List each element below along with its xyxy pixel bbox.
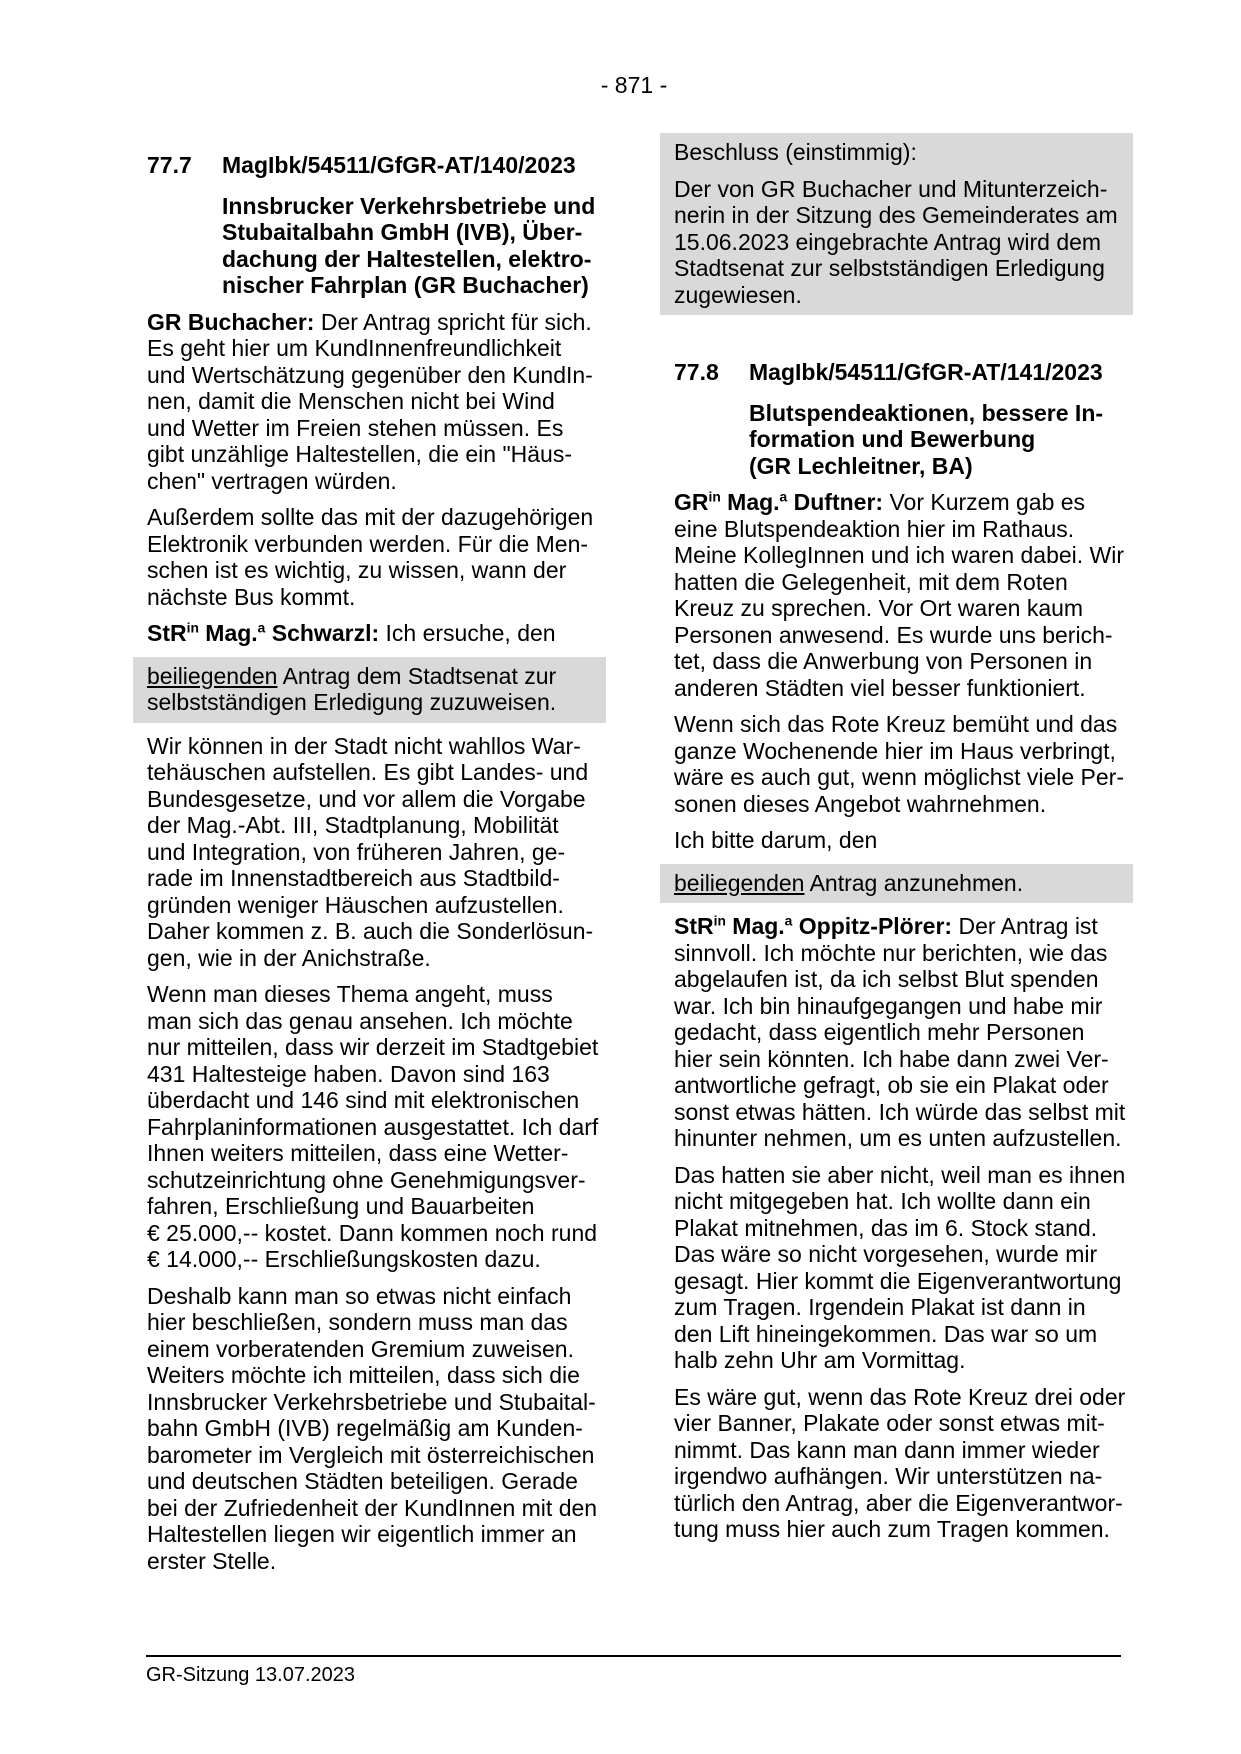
text-line: rade im Innenstadtbereich aus Stadtbild- [147, 865, 560, 891]
speech-paragraph [147, 620, 592, 647]
text-line: hatten die Gelegenheit, mit dem Roten [674, 568, 1068, 595]
text-line: halb zehn Uhr am Vormittag. [674, 1347, 966, 1373]
superscript-text: a [784, 913, 793, 929]
text-line: gibt unzählige Haltestellen, die ein "Häus- [147, 441, 572, 467]
superscript-text: a [257, 620, 266, 636]
agenda-item-title [749, 400, 1119, 480]
text-run: Antrag anzunehmen. [804, 869, 1024, 896]
text-line: chen" vertragen würden. [147, 467, 397, 494]
text-line: Stadtsenat zur selbstständigen Erledigung [674, 255, 1105, 281]
highlighted-motion-text [133, 657, 606, 723]
text-run: Duftner: [787, 489, 884, 515]
text-line: fahren, Erschließung und Bauarbeiten [147, 1193, 535, 1219]
agenda-item-code: MagIbk/54511/GfGR-AT/141/2023 [749, 359, 1103, 385]
text-run: StR [674, 913, 714, 939]
text-line: eine Blutspendeaktion hier im Rathaus. [674, 515, 1075, 542]
superscript-text: in [708, 489, 721, 505]
superscript-text: in [186, 620, 199, 636]
speech-paragraph [674, 913, 1126, 1152]
text-line: Meine KollegInnen und ich waren dabei. Wir [674, 542, 1125, 568]
speech-paragraph [674, 827, 1119, 854]
text-run: Der Antrag ist [952, 913, 1098, 939]
agenda-item-heading [674, 359, 1119, 479]
text-line: 15.06.2023 eingebrachte Antrag wird dem [674, 228, 1102, 255]
text-line: wäre es auch gut, wenn möglichst viele Per- [674, 764, 1124, 790]
text-line [674, 913, 1119, 940]
text-line: Innsbrucker Verkehrsbetriebe und [222, 192, 596, 219]
text-line: und Wetter im Freien stehen müssen. Es [147, 414, 564, 441]
text-line: den Lift hineingekommen. Das war so um [674, 1320, 1098, 1347]
text-line: und deutschen Städten beteiligen. Gerade [147, 1468, 578, 1494]
text-line: (GR Lechleitner, BA) [749, 452, 973, 479]
text-line: gründen weniger Häuschen aufzustellen. [147, 891, 564, 918]
text-line [147, 663, 592, 690]
superscript-text: a [779, 489, 788, 505]
agenda-item-number: 77.7 [147, 152, 192, 178]
text-line: Innsbrucker Verkehrsbetriebe und Stubaital- [147, 1388, 596, 1415]
text-line: tet, dass die Anwerbung von Personen in [674, 648, 1093, 674]
text-line: erster Stelle. [147, 1547, 277, 1574]
text-line: 431 Haltesteige haben. Davon sind 163 [147, 1060, 550, 1087]
text-line: ganze Wochenende hier im Haus verbringt, [674, 737, 1116, 764]
text-run: Mag. [725, 913, 785, 939]
text-line: Blutspendeaktionen, bessere In- [749, 399, 1104, 426]
text-line: vier Banner, Plakate oder sonst etwas mit- [674, 1410, 1105, 1436]
text-line: Deshalb kann man so etwas nicht einfach [147, 1282, 572, 1309]
text-run: beiliegenden [674, 869, 805, 896]
text-line: tehäuschen aufstellen. Es gibt Landes- und [147, 759, 589, 785]
text-line: barometer im Vergleich mit österreichischen [147, 1441, 595, 1468]
text-line: gen, wie in der Anichstraße. [147, 944, 431, 971]
left-column [147, 133, 599, 1584]
text-line: überdacht und 146 sind mit elektronischen [147, 1087, 580, 1113]
text-line: war. Ich bin hinaufgegangen und habe mir [674, 992, 1103, 1019]
text-line: zum Tragen. Irgendein Plakat ist dann in [674, 1294, 1086, 1320]
text-run: Mag. [198, 620, 258, 646]
text-line: Der von GR Buchacher und Mitunterzeich- [674, 175, 1108, 202]
text-line: zugewiesen. [674, 281, 802, 308]
text-line: Außerdem sollte das mit der dazugehörigen [147, 504, 594, 530]
text-line: hier beschließen, sondern muss man das [147, 1309, 568, 1335]
text-run: GR Buchacher: [147, 308, 315, 335]
speech-paragraph [147, 1282, 598, 1575]
text-line: Beschluss (einstimmig): [674, 139, 917, 165]
page-number: - 871 - [600, 72, 668, 98]
text-line: Wenn sich das Rote Kreuz bemüht und das [674, 711, 1118, 737]
text-line [674, 870, 1119, 897]
right-column [674, 133, 1126, 1553]
text-line: schen ist es wichtig, zu wissen, wann der [147, 557, 567, 583]
text-line: man sich das genau ansehen. Ich möchte [147, 1007, 573, 1034]
text-line: Ihnen weiters mitteilen, dass eine Wetter- [147, 1140, 569, 1166]
text-line: und Wertschätzung gegenüber den KundIn- [147, 361, 593, 388]
text-run: Vor Kurzem gab es [883, 489, 1086, 515]
highlight-paragraph [674, 139, 1119, 166]
text-line: € 25.000,-- kostet. Dann kommen noch rund [147, 1219, 598, 1246]
text-run: Schwarzl: [265, 620, 380, 646]
text-line [147, 620, 592, 647]
text-line: nimmt. Das kann man dann immer wieder [674, 1436, 1100, 1463]
text-line: Elektronik verbunden werden. Für die Men- [147, 530, 589, 557]
highlighted-motion-text [660, 133, 1133, 315]
speech-paragraph [674, 1161, 1126, 1374]
page-footer [146, 1655, 1121, 1687]
text-line: sonen dieses Angebot wahrnehmen. [674, 790, 1047, 817]
text-line: selbstständigen Erledigung zuzuweisen. [147, 689, 557, 715]
text-line: tung muss hier auch zum Tragen kommen. [674, 1516, 1110, 1542]
text-line: Es geht hier um KundInnenfreundlichkeit [147, 335, 562, 361]
text-line: abgelaufen ist, da ich selbst Blut spenden [674, 966, 1099, 992]
text-line: formation und Bewerbung [749, 426, 1036, 452]
text-line: bei der Zufriedenheit der KundInnen mit den [147, 1494, 598, 1521]
text-run: Der Antrag spricht für sich. [314, 308, 592, 335]
text-line: türlich den Antrag, aber die Eigenverantwor- [674, 1489, 1123, 1516]
text-line: gesagt. Hier kommt die Eigenverantwortung [674, 1267, 1122, 1294]
text-line: nur mitteilen, dass wir derzeit im Stadtgebiet [147, 1034, 599, 1060]
text-line: anderen Städten viel besser funktioniert. [674, 674, 1086, 701]
highlight-paragraph [147, 663, 592, 716]
text-line: bahn GmbH (IVB) regelmäßig am Kunden- [147, 1415, 583, 1441]
text-line: sonst etwas hätten. Ich würde das selbst mit [674, 1098, 1126, 1125]
agenda-item-number: 77.8 [674, 359, 719, 385]
two-column-layout [147, 133, 1126, 1584]
text-line: Fahrplaninformationen ausgestattet. Ich darf [147, 1113, 599, 1140]
text-line: und Integration, von früheren Jahren, ge- [147, 838, 566, 865]
text-line: gedacht, dass eigentlich mehr Personen [674, 1019, 1085, 1045]
text-line: Weiters möchte ich mitteilen, dass sich die [147, 1362, 580, 1388]
text-line: Kreuz zu sprechen. Vor Ort waren kaum [674, 595, 1084, 621]
text-line: nen, damit die Menschen nicht bei Wind [147, 388, 555, 414]
text-line: Haltestellen liegen wir eigentlich immer an [147, 1521, 577, 1547]
text-line: nischer Fahrplan (GR Buchacher) [222, 272, 589, 298]
text-run: StR [147, 620, 187, 646]
speech-paragraph [147, 309, 592, 495]
text-line: € 14.000,-- Erschließungskosten dazu. [147, 1246, 541, 1272]
text-line: sinnvoll. Ich möchte nur berichten, wie das [674, 939, 1108, 966]
text-run: Ich ersuche, den [379, 620, 556, 646]
speech-paragraph [147, 504, 592, 610]
agenda-item-title [222, 192, 596, 299]
text-line: hinunter nehmen, um es unten aufzustellen. [674, 1125, 1122, 1151]
highlighted-motion-text [660, 864, 1133, 904]
text-line: nächste Bus kommt. [147, 583, 356, 610]
text-line: schutzeinrichtung ohne Genehmigungsver- [147, 1166, 586, 1193]
speech-paragraph [674, 711, 1124, 817]
text-line [674, 489, 1119, 516]
text-line: Stubaitalbahn GmbH (IVB), Über- [222, 219, 583, 245]
footer-session-label: GR-Sitzung 13.07.2023 [146, 1664, 356, 1686]
text-line: hier sein könnten. Ich habe dann zwei Ver- [674, 1045, 1109, 1072]
text-line: der Mag.-Abt. III, Stadtplanung, Mobilität [147, 812, 559, 838]
highlight-paragraph [674, 870, 1119, 897]
text-run: GR [674, 489, 709, 515]
text-run: beiliegenden [147, 662, 278, 689]
text-line: Plakat mitnehmen, das im 6. Stock stand. [674, 1214, 1098, 1241]
text-line: nerin in der Sitzung des Gemeinderates am [674, 202, 1118, 228]
text-run: Oppitz-Plörer: [792, 913, 953, 939]
text-line: Wir können in der Stadt nicht wahllos War- [147, 732, 581, 759]
superscript-text: in [713, 913, 726, 929]
agenda-item-code: MagIbk/54511/GfGR-AT/140/2023 [222, 152, 576, 178]
speech-paragraph [147, 733, 592, 972]
agenda-item-heading [147, 152, 596, 299]
text-line: Personen anwesend. Es wurde uns berich- [674, 621, 1113, 648]
speech-paragraph [674, 1383, 1126, 1543]
text-line: Es wäre gut, wenn das Rote Kreuz drei oder [674, 1383, 1126, 1410]
text-line: nicht mitgegeben hat. Ich wollte dann ein [674, 1188, 1091, 1214]
text-line: Das hatten sie aber nicht, weil man es ihnen [674, 1161, 1126, 1188]
text-line: dachung der Haltestellen, elektro- [222, 245, 592, 272]
text-line: Das wäre so nicht vorgesehen, wurde mir [674, 1241, 1098, 1267]
text-line: Ich bitte darum, den [674, 827, 878, 853]
text-run: Mag. [720, 489, 780, 515]
text-line: einem vorberatenden Gremium zuweisen. [147, 1335, 574, 1362]
text-line: Wenn man dieses Thema angeht, muss [147, 981, 553, 1007]
text-line: irgendwo aufhängen. Wir unterstützen na- [674, 1463, 1103, 1489]
text-line [147, 309, 592, 336]
text-line: Bundesgesetze, und vor allem die Vorgabe [147, 785, 586, 812]
text-line: antwortliche gefragt, ob sie ein Plakat oder [674, 1072, 1109, 1098]
speech-paragraph [674, 489, 1125, 701]
speech-paragraph [147, 981, 599, 1273]
highlight-paragraph [674, 176, 1119, 309]
text-line: Daher kommen z. B. auch die Sonderlösun- [147, 918, 594, 944]
text-run: Antrag dem Stadtsenat zur [277, 662, 557, 689]
